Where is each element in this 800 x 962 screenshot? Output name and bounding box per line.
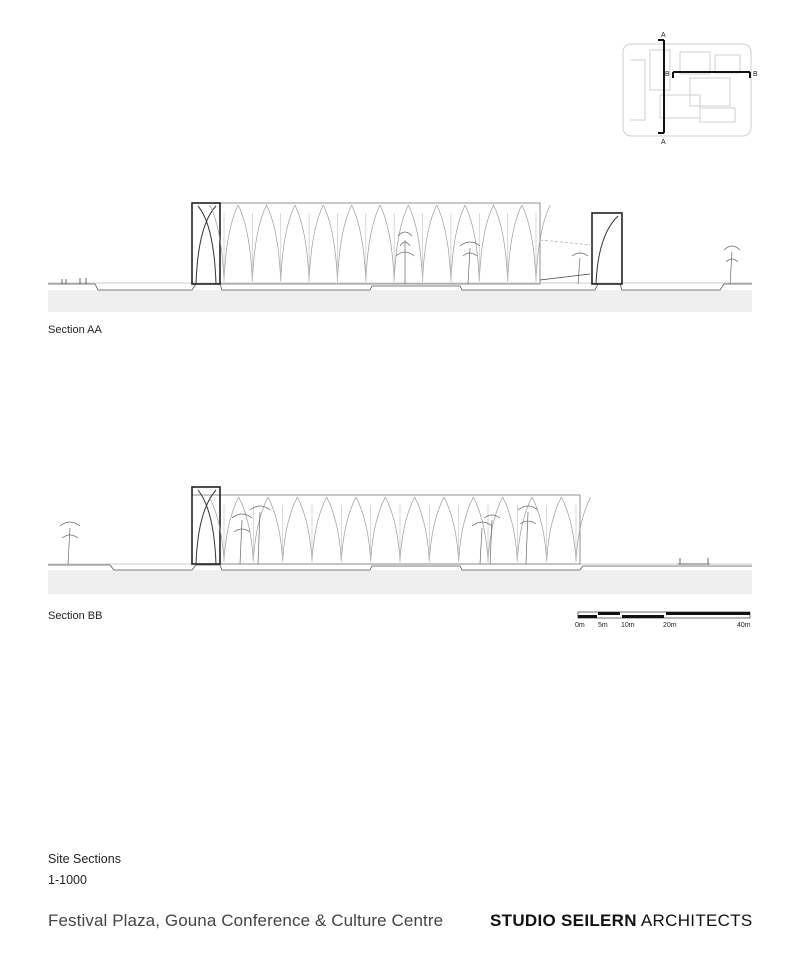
key-plan-marker-a-bottom: A bbox=[661, 139, 666, 146]
sheet-title: Site Sections bbox=[48, 852, 121, 866]
scale-tick-0m: 0m bbox=[575, 622, 585, 629]
scale-tick-10m: 10m bbox=[621, 622, 635, 629]
brand-logo bbox=[490, 911, 753, 931]
key-plan-marker-b-left: B bbox=[665, 71, 670, 78]
key-plan-marker-a-top: A bbox=[661, 32, 666, 39]
scale-tick-20m: 20m bbox=[663, 622, 677, 629]
project-name: Festival Plaza, Gouna Conference & Culture Centre bbox=[48, 911, 444, 930]
key-plan-marker-b-right: B bbox=[753, 71, 758, 78]
sheet-scale: 1-1000 bbox=[48, 873, 87, 887]
scale-tick-40m: 40m bbox=[737, 622, 751, 629]
brand-regular: ARCHITECTS bbox=[640, 911, 753, 930]
brand-bold: STUDIO SEILERN bbox=[490, 911, 637, 930]
scale-tick-5m: 5m bbox=[598, 622, 608, 629]
section-aa-label: Section AA bbox=[48, 324, 102, 336]
section-bb-label: Section BB bbox=[48, 610, 103, 622]
